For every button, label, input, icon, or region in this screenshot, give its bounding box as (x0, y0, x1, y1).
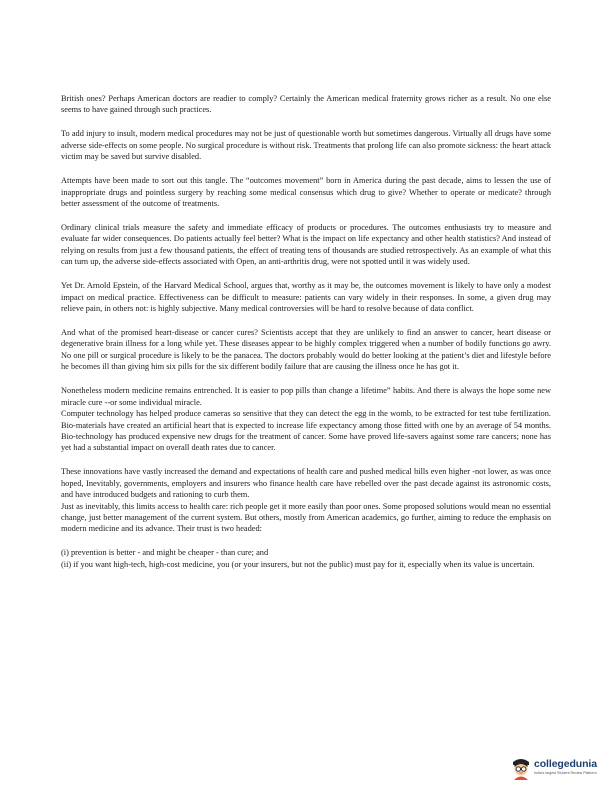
paragraph-3: Attempts have been made to sort out this tangle. The “outcomes movement” born in America during the past decade, aims to lessen the use of inappropriate drugs and pointless surgery by reaching some medical consensus which drug to give? Whether to operate or medicate? through better assessment of the outcome of treatments. (61, 176, 551, 209)
point-list (61, 547, 551, 570)
logo-tagline: India's largest Student Review Platform (534, 771, 597, 775)
paragraph-7b: Computer technology has helped produce cameras so sensitive that they can detect the egg in the womb, to be extracted for test tube fertilization. Bio-materials have created an artificial heart that is expected to increase life expectancy among those fitted with one by an average of 54 months. Bio-technology has produced expensive new drugs for the treatment of cancer. Some have proved life-savers against some rare cancers; none has yet had a substantial impact on overall death rates due to cancer. (61, 409, 551, 453)
collegedunia-logo[interactable] (510, 754, 605, 782)
paragraph-4: Ordinary clinical trials measure the safety and immediate efficacy of products or procedures. The outcomes enthusiasts try to measure and evaluate far wider consequences. Do patients actually feel better? What is the impact on life expectancy and other health statistics? And instead of relying on results from just a few thousand patients, the effect of treating tens of thousands are studied retrospectively. As an example of what this can turn up, the adverse side-effects associated with Open, an anti-arthritis drug, were not spotted until it was widely used. (61, 223, 551, 267)
list-item: (i) prevention is better - and might be cheaper - than cure; and (61, 548, 269, 558)
list-item: (ii) if you want high-tech, high-cost medicine, you (or your insurers, but not the public) must pay for it, especially when its value is uncertain. (61, 559, 535, 569)
paragraph-7a: Nonetheless modern medicine remains entrenched. It is easier to pop pills than change a lifetime” habits. And there is always the hope some new miracle cure --or some individual miracle. (61, 386, 551, 407)
mascot-icon (510, 756, 532, 780)
paragraph-8a: These innovations have vastly increased the demand and expectations of health care and pushed medical bills even higher -not lower, as was once hoped, Inevitably, governments, employers and insurers who finance health care have rebelled over the past decade against its astronomic costs, and have introduced budgets and rationing to curb them. (61, 467, 551, 500)
paragraph-1: British ones? Perhaps American doctors are readier to comply? Certainly the American medical fraternity grows richer as a result. No one else seems to have gained through such practices. (61, 94, 551, 115)
paragraph-8b: Just as inevitably, this limits access to health care: rich people get it more easily than poor ones. Some proposed solutions would mean no essential change, just better management of the current system. But others, mostly from American academics, go further, aiming to reduce the emphasis on modern medicine and its advance. Their trust is two headed: (61, 501, 551, 534)
logo-name: collegedunia (534, 758, 597, 770)
document-body (61, 93, 551, 570)
paragraph-6: And what of the promised heart-disease or cancer cures? Scientists accept that they are unlikely to find an answer to cancer, heart disease or degenerative brain illness for a long while yet. These diseases appear to be highly complex triggered when a number of bodily functions go awry. No one pill or surgical procedure is likely to be the panacea. The doctors probably would do better looking at the patient’s diet and lifestyle before he becomes ill than giving him six pills for the six different bodily failure that are causing the illness once he has got it. (61, 328, 551, 372)
paragraph-2: To add injury to insult, modern medical procedures may not be just of questionable worth but sometimes dangerous. Virtually all drugs have some adverse side-effects on some people. No surgical procedure is without risk. Treatments that prolong life can also promote sickness: the heart attack victim may be saved but survive disabled. (61, 129, 551, 162)
paragraph-5: Yet Dr. Arnold Epstein, of the Harvard Medical School, argues that, worthy as it may be, the outcomes movement is likely to have only a modest impact on medical practice. Effectiveness can be difficult to measure: patients can vary widely in their responses. In some, a given drug may relieve pain, in others not: is highly subjective. Many medical controversies will be hard to resolve because of data conflict. (61, 281, 551, 314)
